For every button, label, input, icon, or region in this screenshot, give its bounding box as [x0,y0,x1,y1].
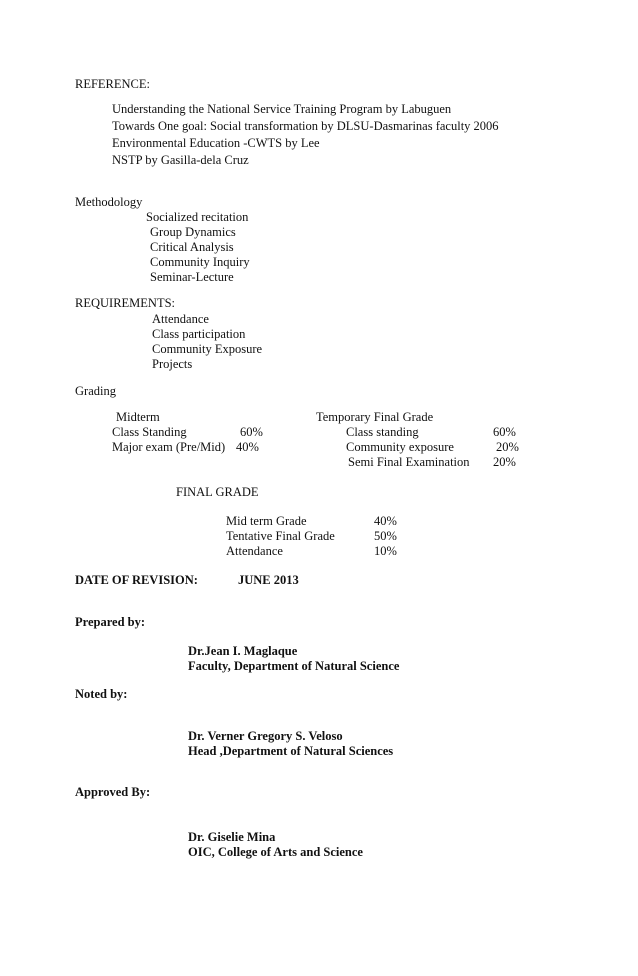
methodology-item: Community Inquiry [150,255,250,269]
methodology-item: Seminar-Lecture [150,270,234,284]
final-grade-title: FINAL GRADE [176,485,259,499]
temporary-final-title: Temporary Final Grade [316,410,434,424]
temporary-final-row-value: 20% [496,440,519,454]
requirements-item: Projects [152,357,193,371]
requirements-heading: REQUIREMENTS: [75,296,175,310]
approved-by-label: Approved By: [75,785,151,799]
temporary-final-row-label: Semi Final Examination [348,455,470,469]
final-grade-row-label: Attendance [226,544,283,558]
midterm-row-label: Class Standing [112,425,187,439]
methodology-item: Critical Analysis [150,240,234,254]
noted-by-title: Head ,Department of Natural Sciences [188,744,394,758]
revision-label: DATE OF REVISION: [75,573,198,587]
midterm-title: Midterm [116,410,160,424]
temporary-final-row-label: Community exposure [346,440,454,454]
reference-item: Understanding the National Service Training Program by Labuguen [112,102,452,116]
approved-by-title: OIC, College of Arts and Science [188,845,363,859]
reference-item: Environmental Education -CWTS by Lee [112,136,320,150]
final-grade-row-value: 50% [374,529,397,543]
noted-by-label: Noted by: [75,687,128,701]
temporary-final-row-label: Class standing [346,425,419,439]
midterm-row-value: 40% [236,440,259,454]
reference-item: Towards One goal: Social transformation by DLSU-Dasmarinas faculty 2006 [112,119,499,133]
grading-heading: Grading [75,384,116,398]
final-grade-row-value: 40% [374,514,397,528]
prepared-by-title: Faculty, Department of Natural Science [188,659,400,673]
methodology-item: Socialized recitation [146,210,249,224]
prepared-by-name: Dr.Jean I. Maglaque [188,644,298,658]
temporary-final-row-value: 20% [493,455,516,469]
requirements-item: Community Exposure [152,342,263,356]
final-grade-row-label: Mid term Grade [226,514,307,528]
midterm-row-label: Major exam (Pre/Mid) [112,440,226,454]
reference-heading: REFERENCE: [75,77,151,91]
methodology-item: Group Dynamics [150,225,236,239]
reference-item: NSTP by Gasilla-dela Cruz [112,153,249,167]
revision-value: JUNE 2013 [238,573,299,587]
temporary-final-row-value: 60% [493,425,516,439]
prepared-by-label: Prepared by: [75,615,146,629]
midterm-row-value: 60% [240,425,263,439]
requirements-item: Attendance [152,312,209,326]
approved-by-name: Dr. Giselie Mina [188,830,276,844]
final-grade-row-value: 10% [374,544,397,558]
methodology-heading: Methodology [75,195,143,209]
final-grade-row-label: Tentative Final Grade [226,529,335,543]
noted-by-name: Dr. Verner Gregory S. Veloso [188,729,343,743]
requirements-item: Class participation [152,327,246,341]
